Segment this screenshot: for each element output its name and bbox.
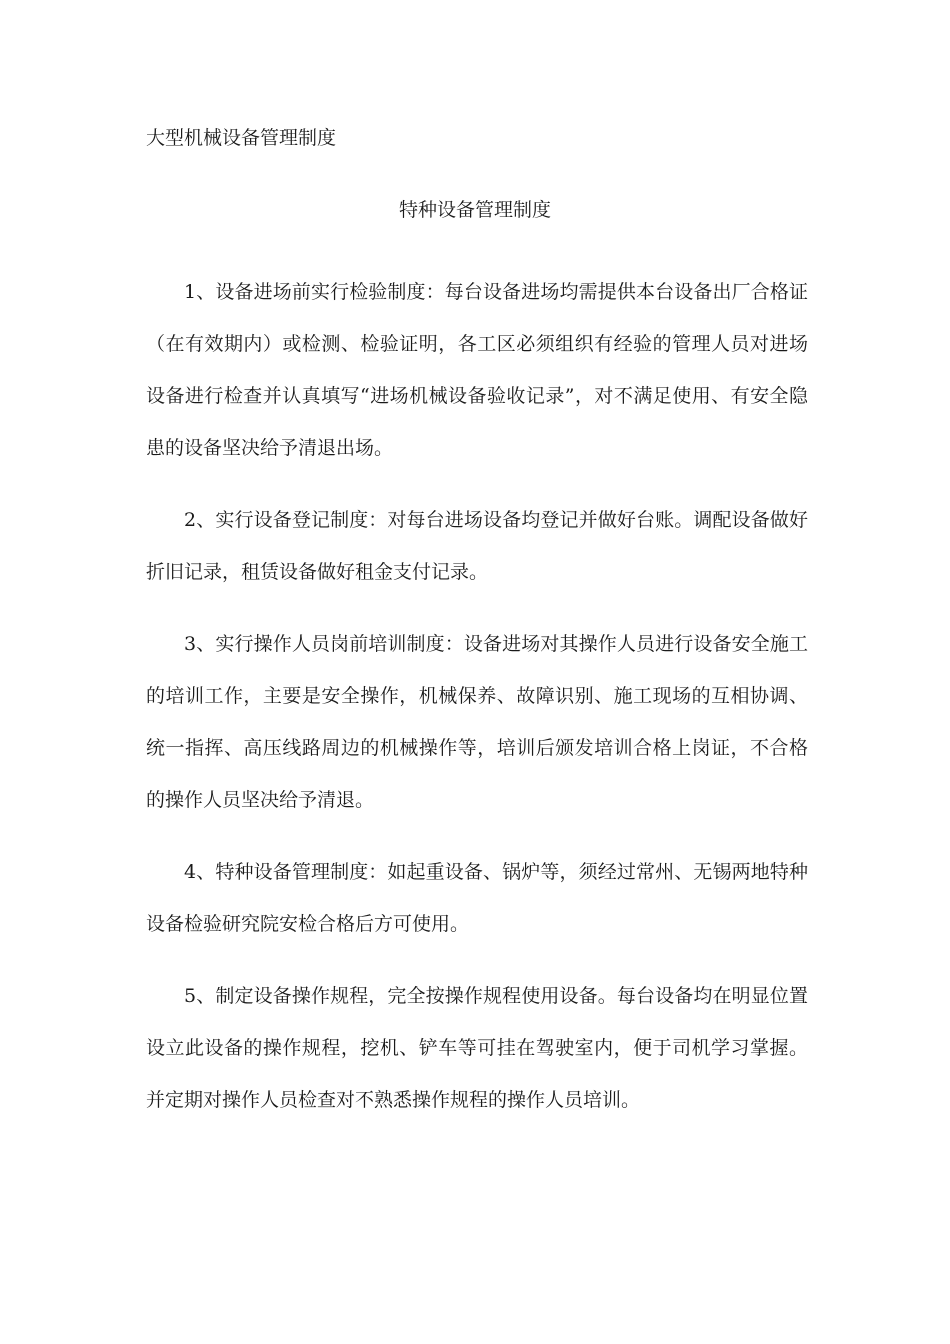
clause-1: 1、设备进场前实行检验制度：每台设备进场均需提供本台设备出厂合格证（在有效期内）或检测、检验证明，各工区必须组织有经验的管理人员对进场设备进行检查并认真填写“进场机械设备验收记录”，对不满足使用、有安全隐患的设备坚决给予清退出场。 — [146, 281, 808, 459]
clause-list — [146, 266, 808, 1146]
clause-2: 2、实行设备登记制度：对每台进场设备均登记并做好台账。调配设备做好折旧记录，租赁设备做好租金支付记录。 — [146, 509, 808, 583]
clause-4: 4、特种设备管理制度：如起重设备、锅炉等，须经过常州、无锡两地特种设备检验研究院安检合格后方可使用。 — [146, 861, 808, 935]
clause-3: 3、实行操作人员岗前培训制度：设备进场对其操作人员进行设备安全施工的培训工作，主要是安全操作，机械保养、故障识别、施工现场的互相协调、统一指挥、高压线路周边的机械操作等，培训后颁发培训合格上岗证，不合格的操作人员坚决给予清退。 — [146, 633, 808, 811]
section-heading: 特种设备管理制度 — [398, 199, 551, 221]
document-title: 大型机械设备管理制度 — [146, 127, 337, 149]
clause-5: 5、制定设备操作规程，完全按操作规程使用设备。每台设备均在明显位置设立此设备的操作规程，挖机、铲车等可挂在驾驶室内，便于司机学习掌握。并定期对操作人员检查对不熟悉操作规程的操作人员培训。 — [146, 985, 808, 1111]
